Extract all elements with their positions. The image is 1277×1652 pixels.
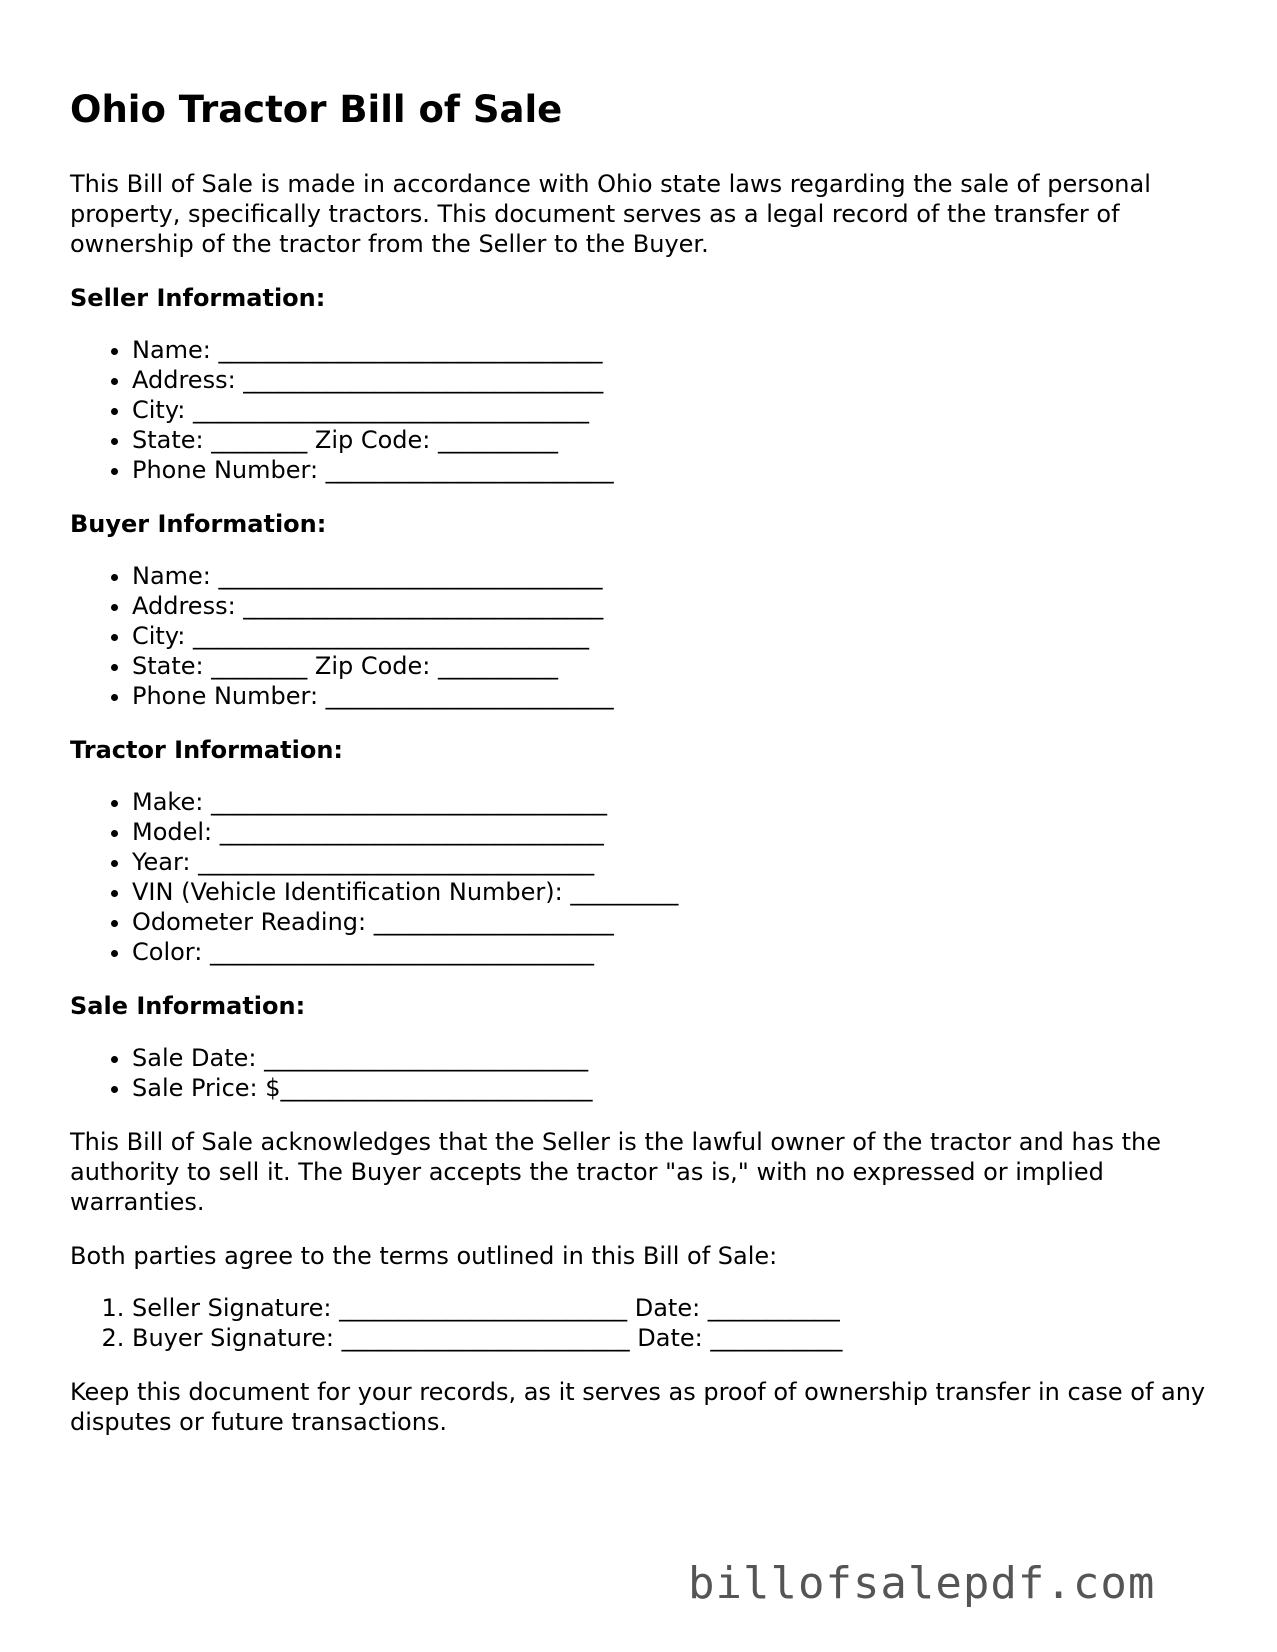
tractor-fields	[70, 787, 1220, 967]
watermark: billofsalepdf.com	[688, 1558, 1156, 1609]
tractor-year-field: • Year: _________________________________	[132, 847, 1220, 877]
tractor-color-field: • Color: ________________________________	[132, 937, 1220, 967]
tractor-heading: Tractor Information:	[70, 736, 343, 764]
buyer-city-field: • City: _________________________________	[132, 621, 1220, 651]
closing-paragraph: Keep this document for your records, as it serves as proof of ownership transfer in case of any disputes or future transactions.	[70, 1378, 1206, 1436]
document-page	[70, 88, 1220, 1461]
sale-price-field: • Sale Price: $__________________________	[132, 1073, 1220, 1103]
tractor-vin-field: • VIN (Vehicle Identification Number): _________	[132, 877, 1220, 907]
buyer-heading: Buyer Information:	[70, 510, 327, 538]
tractor-make-field: • Make: _________________________________	[132, 787, 1220, 817]
buyer-address-field: • Address: ______________________________	[132, 591, 1220, 621]
seller-phone-field: • Phone Number: ________________________	[132, 455, 1220, 485]
document-title: Ohio Tractor Bill of Sale	[70, 88, 563, 131]
buyer-phone-field: • Phone Number: ________________________	[132, 681, 1220, 711]
tractor-odometer-field: • Odometer Reading: ____________________	[132, 907, 1220, 937]
seller-fields	[70, 335, 1220, 485]
sale-heading: Sale Information:	[70, 992, 306, 1020]
sale-date-field: • Sale Date: ___________________________	[132, 1043, 1220, 1073]
seller-heading: Seller Information:	[70, 284, 326, 312]
buyer-state-zip-field: • State: ________ Zip Code: __________	[132, 651, 1220, 681]
acknowledgement-paragraph: This Bill of Sale acknowledges that the Seller is the lawful owner of the tractor and has the authority to sell it. The Buyer accepts the tractor "as is," with no expressed or implied warranties.	[70, 1128, 1161, 1216]
intro-paragraph: This Bill of Sale is made in accordance with Ohio state laws regarding the sale of personal property, specifically tractors. This document serves as a legal record of the transfer of ownership of the tractor from the Seller to the Buyer.	[70, 170, 1151, 258]
buyer-fields	[70, 561, 1220, 711]
signature-list	[70, 1293, 1220, 1353]
seller-city-field: • City: _________________________________	[132, 395, 1220, 425]
buyer-signature-line: 2. Buyer Signature: ________________________ Date: ___________	[132, 1323, 1220, 1353]
seller-signature-line: 1. Seller Signature: ________________________ Date: ___________	[132, 1293, 1220, 1323]
seller-state-zip-field: • State: ________ Zip Code: __________	[132, 425, 1220, 455]
seller-address-field: • Address: ______________________________	[132, 365, 1220, 395]
tractor-model-field: • Model: ________________________________	[132, 817, 1220, 847]
seller-name-field: • Name: ________________________________	[132, 335, 1220, 365]
sale-fields	[70, 1043, 1220, 1103]
buyer-name-field: • Name: ________________________________	[132, 561, 1220, 591]
agreement-paragraph: Both parties agree to the terms outlined in this Bill of Sale:	[70, 1242, 778, 1270]
